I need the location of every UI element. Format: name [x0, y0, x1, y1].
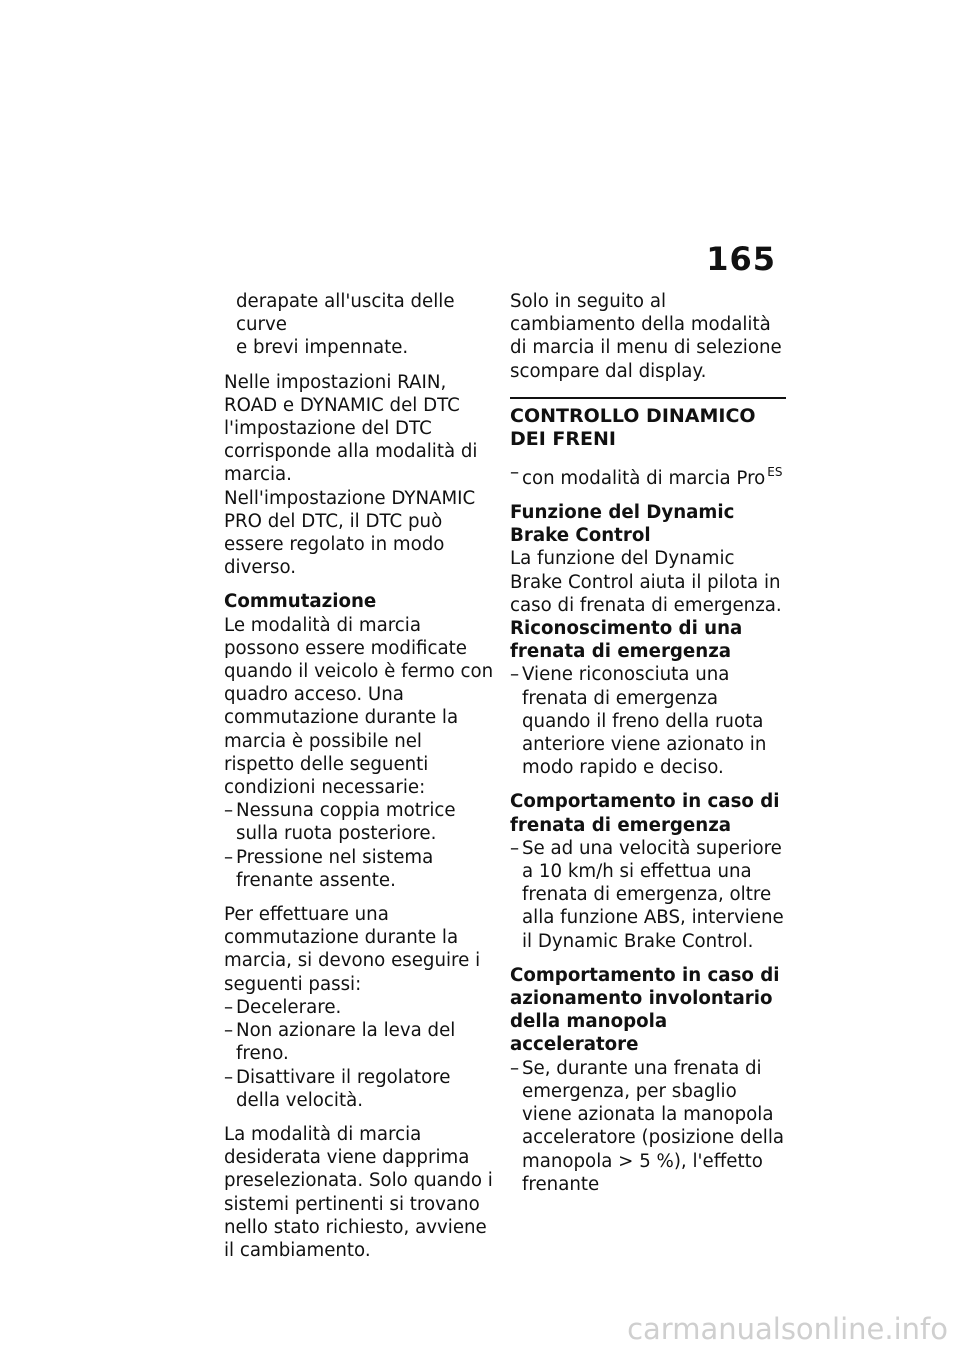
function-text: La funzione del Dynamic Brake Control aiuta il pilota in caso di frenata di emergenza.	[510, 548, 782, 616]
intro-paragraph: Solo in seguito al cambiamento della modalità di marcia il menu di selezione scompare dal display.	[510, 291, 782, 382]
list-item: – Nessuna coppia motrice sulla ruota posteriore.	[224, 799, 494, 845]
switch-text: Le modalità di marcia possono essere modificate quando il veicolo è fermo con quadro acceso. Una commutazione durante la marcia è possibile nel rispetto delle seguenti condizioni necessarie:	[224, 614, 494, 799]
dtc-pro-paragraph: Nell'impostazione DYNAMIC PRO del DTC, il DTC può essere regolato in modo diverso.	[224, 487, 476, 579]
continued-line: derapate all'uscita delle curve	[236, 291, 455, 336]
option-superscript: ES	[767, 464, 783, 479]
steps-intro: Per effettuare una commutazione durante la marcia, si devono eseguire i seguenti passi:	[224, 904, 481, 995]
section-title: CONTROLLO DINAMICO DEI FRENI	[510, 404, 756, 450]
option-line	[510, 461, 786, 490]
section-divider	[510, 397, 786, 399]
final-paragraph: La modalità di marcia desiderata viene dapprima preselezionata. Solo quando i sistemi pertinenti si trovano nello stato richiesto, avviene il cambiamento.	[224, 1123, 493, 1261]
list-item: – Se, durante una frenata di emergenza, per sbaglio viene azionata la manopola acceleratore (posizione della manopola > 5 %), l'effetto frenante	[510, 1057, 786, 1196]
behavior-heading: Comportamento in caso di frenata di emergenza	[510, 791, 780, 836]
function-heading: Funzione del Dynamic Brake Control	[510, 502, 735, 547]
continued-text	[224, 290, 494, 360]
recognition-list	[510, 663, 786, 779]
list-item: – Decelerare.	[224, 996, 494, 1019]
dtc-paragraph: Nelle impostazioni RAIN, ROAD e DYNAMIC del DTC l'impostazione del DTC corrisponde alla modalità di marcia.	[224, 371, 478, 486]
recognition-heading: Riconoscimento di una frenata di emergenza	[510, 618, 743, 663]
accelerator-list	[510, 1057, 786, 1196]
steps-list	[224, 996, 494, 1112]
continued-line: e brevi impennate.	[236, 337, 409, 359]
list-item: – Se ad una velocità superiore a 10 km/h si effettua una frenata di emergenza, oltre alla funzione ABS, interviene il Dynamic Brake Control.	[510, 837, 786, 953]
list-item: – Disattivare il regolatore della velocità.	[224, 1066, 494, 1112]
switch-heading: Commutazione	[224, 591, 377, 613]
accelerator-heading: Comportamento in caso di azionamento involontario della manopola acceleratore	[510, 964, 780, 1056]
behavior-list	[510, 837, 786, 953]
list-item: – Pressione nel sistema frenante assente.	[224, 846, 494, 892]
page-number: 165	[706, 240, 776, 278]
conditions-list	[224, 799, 494, 892]
list-item: – Non azionare la leva del freno.	[224, 1019, 494, 1065]
right-column	[510, 290, 786, 1207]
left-column	[224, 290, 494, 1273]
option-text: con modalità di marcia Pro	[522, 467, 766, 489]
watermark: carmanualsonline.info	[627, 1312, 948, 1346]
list-item: – Viene riconosciuta una frenata di emergenza quando il freno della ruota anteriore viene azionato in modo rapido e deciso.	[510, 663, 786, 779]
